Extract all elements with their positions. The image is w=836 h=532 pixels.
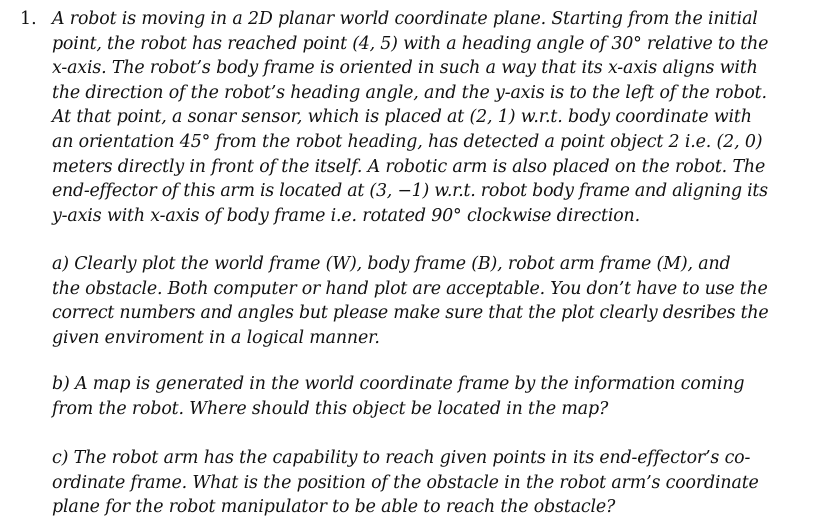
part-b-line: b) A map is generated in the world coordinate frame by the information coming xyxy=(52,374,745,394)
problem-line: an orientation 45° from the robot heading, has detected a point object 2 i.e. (2, 0) xyxy=(52,131,763,152)
problem-line: point, the robot has reached point (4, 5) with a heading angle of 30° relative to the xyxy=(52,33,769,54)
part-c-line: c) The robot arm has the capability to reach given points in its end-effector’s co- xyxy=(52,448,751,468)
part-b-question xyxy=(52,372,768,421)
problem-line: At that point, a sonar sensor, which is placed at (2, 1) w.r.t. body coordinate with xyxy=(52,107,752,128)
part-a-line: a) Clearly plot the world frame (W), body frame (B), robot arm frame (M), and xyxy=(52,254,731,274)
problem-statement xyxy=(52,7,768,228)
part-a-question xyxy=(52,252,768,350)
part-c-line: ordinate frame. What is the position of the obstacle in the robot arm’s coordinate xyxy=(52,472,759,493)
problem-line: end-effector of this arm is located at (3, −1) w.r.t. robot body frame and aligning its xyxy=(52,181,768,202)
problem-line: y-axis with x-axis of body frame i.e. rotated 90° clockwise direction. xyxy=(52,205,640,226)
part-c-line: plane for the robot manipulator to be able to reach the obstacle? xyxy=(52,497,616,518)
part-a-line: the obstacle. Both computer or hand plot are acceptable. You don’t have to use the xyxy=(52,278,768,299)
problem-line: x-axis. The robot’s body frame is oriented in such a way that its x-axis aligns with xyxy=(52,58,758,79)
part-a-line: correct numbers and angles but please make sure that the plot clearly desribes the xyxy=(52,303,769,324)
part-c-question xyxy=(52,446,768,520)
problem-line: the direction of the robot’s heading angle, and the y-axis is to the left of the robot. xyxy=(52,82,767,103)
problem-number: 1. xyxy=(20,9,37,29)
part-b-line: from the robot. Where should this object be located in the map? xyxy=(52,398,609,419)
part-a-line: given enviroment in a logical manner. xyxy=(52,327,380,348)
problem-line: meters directly in front of the itself. A robotic arm is also placed on the robot. The xyxy=(52,156,766,177)
problem-line: A robot is moving in a 2D planar world coordinate plane. Starting from the initial xyxy=(52,9,758,29)
